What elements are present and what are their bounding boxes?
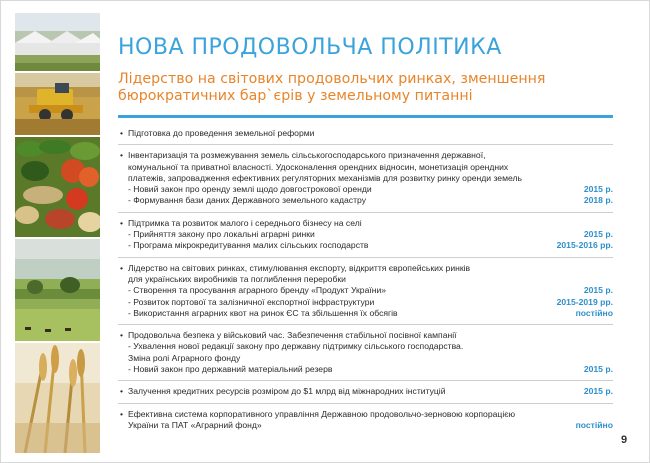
item-deadline: 2015 р.: [583, 184, 613, 195]
policy-subitem: [118, 297, 613, 308]
policy-item: [118, 150, 613, 161]
policy-subitem: [118, 420, 613, 431]
policy-subitem: [118, 341, 613, 352]
policy-subitem: [118, 353, 613, 364]
policy-item: [118, 218, 613, 229]
item-text: - Новий закон про державний матеріальний резерв: [128, 364, 333, 375]
policy-item: [118, 263, 613, 274]
policy-subitem: [118, 308, 613, 319]
item-text: - Формування бази даних Державного земельного кадастру: [128, 195, 366, 206]
item-text: для українських виробників та поглиблення переробки: [128, 273, 346, 284]
policy-subitem: [118, 173, 613, 184]
item-text: - Програма мікрокредитування малих сільських господарств: [128, 240, 369, 251]
pasture-photo: [15, 239, 100, 341]
policy-list: [118, 127, 613, 440]
title-rule: [118, 115, 613, 118]
policy-subitem: [118, 364, 613, 375]
policy-subitem: [118, 162, 613, 173]
vegetables-photo: [15, 137, 100, 237]
item-text: Підготовка до проведення земельної реформи: [128, 128, 315, 138]
item-text: - Новий закон про оренду землі щодо довгострокової оренди: [128, 184, 372, 195]
policy-item: [118, 386, 613, 397]
item-text: Лідерство на світових ринках, стимулювання експорту, відкриття європейських ринків: [128, 262, 471, 273]
item-text: комунальної та приватної власності. Удосконалення орендних відносин, монетизація орендних: [128, 161, 509, 172]
item-text: - Прийняття закону про локальні аграрні ринки: [128, 229, 315, 240]
item-text: Ефективна система корпоративного управління Державною продовольчо-зерновою корпорацією: [128, 408, 516, 419]
item-deadline: 2015 р.: [583, 229, 613, 240]
item-text: - Розвиток портової та залізничної експортної інфраструктури: [128, 296, 375, 307]
page-subtitle: Лідерство на світових продовольчих ринках, зменшення бюрократичних бар`єрів у земельному питанні: [118, 71, 546, 104]
policy-section: [118, 127, 613, 145]
policy-section: [118, 149, 613, 212]
page-title: НОВА ПРОДОВОЛЬЧА ПОЛІТИКА: [118, 35, 502, 60]
policy-section: [118, 217, 613, 258]
policy-subitem: [118, 274, 613, 285]
item-deadline: 2015 р.: [583, 285, 613, 296]
policy-item: [118, 409, 613, 420]
policy-subitem: [118, 285, 613, 296]
item-text: - Використання аграрних квот на ринок ЄС та збільшення їх обсягів: [128, 307, 398, 318]
item-deadline: 2015 р.: [583, 364, 613, 375]
item-deadline: 2015-2019 рр.: [556, 296, 613, 307]
policy-subitem: [118, 195, 613, 206]
policy-section: [118, 329, 613, 381]
policy-subitem: [118, 229, 613, 240]
harvester-photo: [15, 73, 100, 135]
item-deadline: 2015-2016 рр.: [556, 240, 613, 251]
photo-strip: [15, 13, 100, 453]
item-deadline: постійно: [575, 307, 613, 318]
item-text: - Створення та просування аграрного бренду «Продукт України»: [128, 285, 387, 296]
policy-subitem: [118, 240, 613, 251]
item-deadline: 2015 р.: [583, 386, 613, 397]
policy-item: [118, 330, 613, 341]
policy-section: [118, 385, 613, 403]
item-text: платежів, запровадження ефективних регуляторних механізмів для розвитку ринку оренди земель: [128, 172, 522, 183]
item-deadline: постійно: [575, 419, 613, 430]
item-text: Зміна ролі Аграрного фонду: [128, 352, 241, 363]
item-text: Інвентаризація та розмежування земель сільськогосподарського призначення державної,: [128, 150, 486, 161]
item-text: Залучення кредитних ресурсів розміром до $1 млрд від міжнародних інституцій: [128, 386, 446, 397]
policy-item: [118, 128, 613, 139]
item-text: України та ПАТ «Аграрний фонд»: [128, 419, 262, 430]
greenhouse-photo: [15, 13, 100, 71]
item-text: Продовольча безпека у військовий час. Забезпечення стабільної посівної кампанії: [128, 330, 457, 341]
item-deadline: 2018 р.: [583, 195, 613, 206]
policy-subitem: [118, 184, 613, 195]
policy-section: [118, 262, 613, 325]
policy-section: [118, 408, 613, 437]
item-text: - Ухвалення нової редакції закону про державну підтримку сільського господарства.: [128, 341, 464, 352]
wheat-photo: [15, 343, 100, 453]
item-text: Підтримка та розвиток малого і середнього бізнесу на селі: [128, 217, 362, 228]
page-number: 9: [621, 434, 628, 446]
